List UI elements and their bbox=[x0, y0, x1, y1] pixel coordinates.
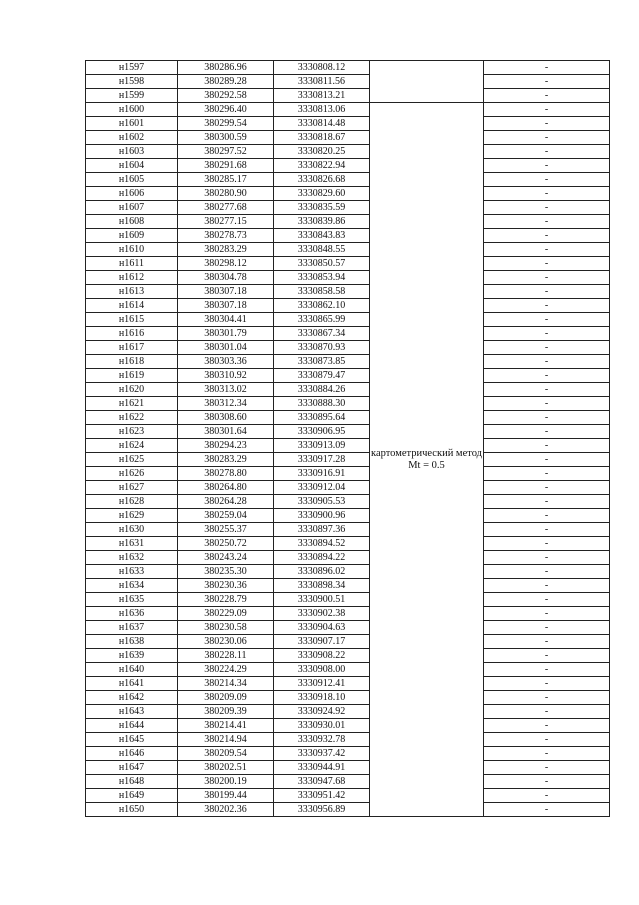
y-coordinate-cell: 3330835.59 bbox=[274, 201, 370, 215]
point-id-cell: н1618 bbox=[86, 355, 178, 369]
y-coordinate-cell: 3330944.91 bbox=[274, 761, 370, 775]
x-coordinate-cell: 380200.19 bbox=[178, 775, 274, 789]
point-id-cell: н1617 bbox=[86, 341, 178, 355]
method-cell: картометрический метод Mt = 0.5 bbox=[370, 103, 484, 817]
dash-cell: - bbox=[484, 565, 610, 579]
dash-cell: - bbox=[484, 509, 610, 523]
dash-cell: - bbox=[484, 145, 610, 159]
y-coordinate-cell: 3330850.57 bbox=[274, 257, 370, 271]
x-coordinate-cell: 380307.18 bbox=[178, 285, 274, 299]
x-coordinate-cell: 380297.52 bbox=[178, 145, 274, 159]
point-id-cell: н1604 bbox=[86, 159, 178, 173]
x-coordinate-cell: 380214.34 bbox=[178, 677, 274, 691]
point-id-cell: н1647 bbox=[86, 761, 178, 775]
dash-cell: - bbox=[484, 327, 610, 341]
x-coordinate-cell: 380230.36 bbox=[178, 579, 274, 593]
x-coordinate-cell: 380277.15 bbox=[178, 215, 274, 229]
dash-cell: - bbox=[484, 775, 610, 789]
y-coordinate-cell: 3330884.26 bbox=[274, 383, 370, 397]
point-id-cell: н1601 bbox=[86, 117, 178, 131]
y-coordinate-cell: 3330814.48 bbox=[274, 117, 370, 131]
point-id-cell: н1628 bbox=[86, 495, 178, 509]
table-row bbox=[86, 411, 610, 425]
dash-cell: - bbox=[484, 229, 610, 243]
point-id-cell: н1606 bbox=[86, 187, 178, 201]
table-row bbox=[86, 369, 610, 383]
x-coordinate-cell: 380230.06 bbox=[178, 635, 274, 649]
x-coordinate-cell: 380264.28 bbox=[178, 495, 274, 509]
x-coordinate-cell: 380301.79 bbox=[178, 327, 274, 341]
dash-cell: - bbox=[484, 481, 610, 495]
table-row bbox=[86, 733, 610, 747]
dash-cell: - bbox=[484, 691, 610, 705]
x-coordinate-cell: 380228.79 bbox=[178, 593, 274, 607]
point-id-cell: н1626 bbox=[86, 467, 178, 481]
dash-cell: - bbox=[484, 719, 610, 733]
x-coordinate-cell: 380283.29 bbox=[178, 243, 274, 257]
table-row bbox=[86, 243, 610, 257]
table-row bbox=[86, 271, 610, 285]
point-id-cell: н1638 bbox=[86, 635, 178, 649]
x-coordinate-cell: 380209.39 bbox=[178, 705, 274, 719]
dash-cell: - bbox=[484, 789, 610, 803]
dash-cell: - bbox=[484, 201, 610, 215]
table-row bbox=[86, 747, 610, 761]
point-id-cell: н1615 bbox=[86, 313, 178, 327]
table-row bbox=[86, 761, 610, 775]
y-coordinate-cell: 3330912.04 bbox=[274, 481, 370, 495]
y-coordinate-cell: 3330879.47 bbox=[274, 369, 370, 383]
table-row bbox=[86, 229, 610, 243]
x-coordinate-cell: 380303.36 bbox=[178, 355, 274, 369]
x-coordinate-cell: 380229.09 bbox=[178, 607, 274, 621]
dash-cell: - bbox=[484, 271, 610, 285]
y-coordinate-cell: 3330858.58 bbox=[274, 285, 370, 299]
y-coordinate-cell: 3330912.41 bbox=[274, 677, 370, 691]
point-id-cell: н1625 bbox=[86, 453, 178, 467]
point-id-cell: н1607 bbox=[86, 201, 178, 215]
dash-cell: - bbox=[484, 243, 610, 257]
coordinates-table-body bbox=[86, 61, 610, 817]
dash-cell: - bbox=[484, 649, 610, 663]
point-id-cell: н1650 bbox=[86, 803, 178, 817]
table-row bbox=[86, 201, 610, 215]
y-coordinate-cell: 3330888.30 bbox=[274, 397, 370, 411]
y-coordinate-cell: 3330904.63 bbox=[274, 621, 370, 635]
x-coordinate-cell: 380285.17 bbox=[178, 173, 274, 187]
dash-cell: - bbox=[484, 537, 610, 551]
table-row bbox=[86, 173, 610, 187]
x-coordinate-cell: 380307.18 bbox=[178, 299, 274, 313]
x-coordinate-cell: 380313.02 bbox=[178, 383, 274, 397]
x-coordinate-cell: 380286.96 bbox=[178, 61, 274, 75]
table-row bbox=[86, 523, 610, 537]
point-id-cell: н1646 bbox=[86, 747, 178, 761]
dash-cell: - bbox=[484, 341, 610, 355]
point-id-cell: н1598 bbox=[86, 75, 178, 89]
point-id-cell: н1623 bbox=[86, 425, 178, 439]
table-row bbox=[86, 117, 610, 131]
x-coordinate-cell: 380304.41 bbox=[178, 313, 274, 327]
x-coordinate-cell: 380228.11 bbox=[178, 649, 274, 663]
x-coordinate-cell: 380214.41 bbox=[178, 719, 274, 733]
point-id-cell: н1599 bbox=[86, 89, 178, 103]
x-coordinate-cell: 380289.28 bbox=[178, 75, 274, 89]
dash-cell: - bbox=[484, 355, 610, 369]
dash-cell: - bbox=[484, 733, 610, 747]
dash-cell: - bbox=[484, 75, 610, 89]
point-id-cell: н1642 bbox=[86, 691, 178, 705]
table-row bbox=[86, 453, 610, 467]
y-coordinate-cell: 3330873.85 bbox=[274, 355, 370, 369]
table-row bbox=[86, 299, 610, 313]
x-coordinate-cell: 380243.24 bbox=[178, 551, 274, 565]
point-id-cell: н1627 bbox=[86, 481, 178, 495]
dash-cell: - bbox=[484, 117, 610, 131]
point-id-cell: н1600 bbox=[86, 103, 178, 117]
y-coordinate-cell: 3330900.51 bbox=[274, 593, 370, 607]
table-row bbox=[86, 285, 610, 299]
x-coordinate-cell: 380280.90 bbox=[178, 187, 274, 201]
y-coordinate-cell: 3330908.00 bbox=[274, 663, 370, 677]
dash-cell: - bbox=[484, 425, 610, 439]
y-coordinate-cell: 3330924.92 bbox=[274, 705, 370, 719]
x-coordinate-cell: 380235.30 bbox=[178, 565, 274, 579]
coordinates-table bbox=[85, 60, 610, 817]
y-coordinate-cell: 3330839.86 bbox=[274, 215, 370, 229]
point-id-cell: н1605 bbox=[86, 173, 178, 187]
y-coordinate-cell: 3330867.34 bbox=[274, 327, 370, 341]
dash-cell: - bbox=[484, 803, 610, 817]
table-row bbox=[86, 803, 610, 817]
point-id-cell: н1603 bbox=[86, 145, 178, 159]
dash-cell: - bbox=[484, 187, 610, 201]
point-id-cell: н1609 bbox=[86, 229, 178, 243]
table-row bbox=[86, 257, 610, 271]
y-coordinate-cell: 3330932.78 bbox=[274, 733, 370, 747]
dash-cell: - bbox=[484, 635, 610, 649]
x-coordinate-cell: 380298.12 bbox=[178, 257, 274, 271]
table-row bbox=[86, 481, 610, 495]
y-coordinate-cell: 3330900.96 bbox=[274, 509, 370, 523]
dash-cell: - bbox=[484, 61, 610, 75]
dash-cell: - bbox=[484, 551, 610, 565]
dash-cell: - bbox=[484, 523, 610, 537]
table-row bbox=[86, 355, 610, 369]
y-coordinate-cell: 3330956.89 bbox=[274, 803, 370, 817]
point-id-cell: н1622 bbox=[86, 411, 178, 425]
point-id-cell: н1614 bbox=[86, 299, 178, 313]
table-row bbox=[86, 789, 610, 803]
point-id-cell: н1635 bbox=[86, 593, 178, 607]
y-coordinate-cell: 3330808.12 bbox=[274, 61, 370, 75]
y-coordinate-cell: 3330930.01 bbox=[274, 719, 370, 733]
table-row bbox=[86, 537, 610, 551]
point-id-cell: н1639 bbox=[86, 649, 178, 663]
y-coordinate-cell: 3330895.64 bbox=[274, 411, 370, 425]
x-coordinate-cell: 380300.59 bbox=[178, 131, 274, 145]
table-row bbox=[86, 397, 610, 411]
point-id-cell: н1636 bbox=[86, 607, 178, 621]
x-coordinate-cell: 380209.54 bbox=[178, 747, 274, 761]
method-cell-top bbox=[370, 61, 484, 103]
x-coordinate-cell: 380259.04 bbox=[178, 509, 274, 523]
dash-cell: - bbox=[484, 89, 610, 103]
table-row bbox=[86, 495, 610, 509]
dash-cell: - bbox=[484, 621, 610, 635]
point-id-cell: н1619 bbox=[86, 369, 178, 383]
y-coordinate-cell: 3330898.34 bbox=[274, 579, 370, 593]
y-coordinate-cell: 3330902.38 bbox=[274, 607, 370, 621]
table-row bbox=[86, 75, 610, 89]
table-row bbox=[86, 593, 610, 607]
dash-cell: - bbox=[484, 397, 610, 411]
x-coordinate-cell: 380214.94 bbox=[178, 733, 274, 747]
point-id-cell: н1631 bbox=[86, 537, 178, 551]
table-row bbox=[86, 103, 610, 117]
x-coordinate-cell: 380299.54 bbox=[178, 117, 274, 131]
dash-cell: - bbox=[484, 761, 610, 775]
y-coordinate-cell: 3330951.42 bbox=[274, 789, 370, 803]
x-coordinate-cell: 380292.58 bbox=[178, 89, 274, 103]
x-coordinate-cell: 380308.60 bbox=[178, 411, 274, 425]
dash-cell: - bbox=[484, 747, 610, 761]
table-row bbox=[86, 61, 610, 75]
point-id-cell: н1610 bbox=[86, 243, 178, 257]
dash-cell: - bbox=[484, 215, 610, 229]
x-coordinate-cell: 380209.09 bbox=[178, 691, 274, 705]
dash-cell: - bbox=[484, 299, 610, 313]
dash-cell: - bbox=[484, 285, 610, 299]
point-id-cell: н1637 bbox=[86, 621, 178, 635]
table-row bbox=[86, 145, 610, 159]
point-id-cell: н1641 bbox=[86, 677, 178, 691]
dash-cell: - bbox=[484, 579, 610, 593]
table-row bbox=[86, 439, 610, 453]
x-coordinate-cell: 380304.78 bbox=[178, 271, 274, 285]
dash-cell: - bbox=[484, 453, 610, 467]
x-coordinate-cell: 380202.51 bbox=[178, 761, 274, 775]
point-id-cell: н1624 bbox=[86, 439, 178, 453]
y-coordinate-cell: 3330894.52 bbox=[274, 537, 370, 551]
dash-cell: - bbox=[484, 663, 610, 677]
table-row bbox=[86, 467, 610, 481]
x-coordinate-cell: 380202.36 bbox=[178, 803, 274, 817]
table-row bbox=[86, 341, 610, 355]
point-id-cell: н1640 bbox=[86, 663, 178, 677]
y-coordinate-cell: 3330822.94 bbox=[274, 159, 370, 173]
point-id-cell: н1597 bbox=[86, 61, 178, 75]
x-coordinate-cell: 380277.68 bbox=[178, 201, 274, 215]
x-coordinate-cell: 380199.44 bbox=[178, 789, 274, 803]
dash-cell: - bbox=[484, 383, 610, 397]
point-id-cell: н1633 bbox=[86, 565, 178, 579]
y-coordinate-cell: 3330826.68 bbox=[274, 173, 370, 187]
point-id-cell: н1612 bbox=[86, 271, 178, 285]
dash-cell: - bbox=[484, 411, 610, 425]
y-coordinate-cell: 3330906.95 bbox=[274, 425, 370, 439]
y-coordinate-cell: 3330897.36 bbox=[274, 523, 370, 537]
point-id-cell: н1608 bbox=[86, 215, 178, 229]
dash-cell: - bbox=[484, 313, 610, 327]
dash-cell: - bbox=[484, 677, 610, 691]
x-coordinate-cell: 380301.64 bbox=[178, 425, 274, 439]
table-row bbox=[86, 719, 610, 733]
table-row bbox=[86, 159, 610, 173]
x-coordinate-cell: 380301.04 bbox=[178, 341, 274, 355]
x-coordinate-cell: 380283.29 bbox=[178, 453, 274, 467]
y-coordinate-cell: 3330811.56 bbox=[274, 75, 370, 89]
x-coordinate-cell: 380230.58 bbox=[178, 621, 274, 635]
dash-cell: - bbox=[484, 131, 610, 145]
y-coordinate-cell: 3330818.67 bbox=[274, 131, 370, 145]
point-id-cell: н1648 bbox=[86, 775, 178, 789]
y-coordinate-cell: 3330947.68 bbox=[274, 775, 370, 789]
point-id-cell: н1616 bbox=[86, 327, 178, 341]
x-coordinate-cell: 380296.40 bbox=[178, 103, 274, 117]
table-row bbox=[86, 383, 610, 397]
point-id-cell: н1611 bbox=[86, 257, 178, 271]
y-coordinate-cell: 3330896.02 bbox=[274, 565, 370, 579]
point-id-cell: н1630 bbox=[86, 523, 178, 537]
table-row bbox=[86, 327, 610, 341]
point-id-cell: н1632 bbox=[86, 551, 178, 565]
point-id-cell: н1620 bbox=[86, 383, 178, 397]
dash-cell: - bbox=[484, 173, 610, 187]
point-id-cell: н1634 bbox=[86, 579, 178, 593]
point-id-cell: н1629 bbox=[86, 509, 178, 523]
table-row bbox=[86, 705, 610, 719]
dash-cell: - bbox=[484, 103, 610, 117]
table-row bbox=[86, 565, 610, 579]
table-row bbox=[86, 677, 610, 691]
y-coordinate-cell: 3330917.28 bbox=[274, 453, 370, 467]
dash-cell: - bbox=[484, 159, 610, 173]
point-id-cell: н1613 bbox=[86, 285, 178, 299]
y-coordinate-cell: 3330905.53 bbox=[274, 495, 370, 509]
dash-cell: - bbox=[484, 705, 610, 719]
table-row bbox=[86, 649, 610, 663]
table-row bbox=[86, 425, 610, 439]
point-id-cell: н1602 bbox=[86, 131, 178, 145]
point-id-cell: н1643 bbox=[86, 705, 178, 719]
table-row bbox=[86, 691, 610, 705]
y-coordinate-cell: 3330813.06 bbox=[274, 103, 370, 117]
x-coordinate-cell: 380264.80 bbox=[178, 481, 274, 495]
x-coordinate-cell: 380312.34 bbox=[178, 397, 274, 411]
x-coordinate-cell: 380224.29 bbox=[178, 663, 274, 677]
point-id-cell: н1621 bbox=[86, 397, 178, 411]
table-row bbox=[86, 509, 610, 523]
y-coordinate-cell: 3330937.42 bbox=[274, 747, 370, 761]
table-row bbox=[86, 551, 610, 565]
x-coordinate-cell: 380310.92 bbox=[178, 369, 274, 383]
dash-cell: - bbox=[484, 369, 610, 383]
x-coordinate-cell: 380250.72 bbox=[178, 537, 274, 551]
point-id-cell: н1649 bbox=[86, 789, 178, 803]
dash-cell: - bbox=[484, 607, 610, 621]
point-id-cell: н1645 bbox=[86, 733, 178, 747]
y-coordinate-cell: 3330908.22 bbox=[274, 649, 370, 663]
y-coordinate-cell: 3330918.10 bbox=[274, 691, 370, 705]
y-coordinate-cell: 3330916.91 bbox=[274, 467, 370, 481]
dash-cell: - bbox=[484, 593, 610, 607]
table-row bbox=[86, 313, 610, 327]
table-row bbox=[86, 775, 610, 789]
y-coordinate-cell: 3330907.17 bbox=[274, 635, 370, 649]
dash-cell: - bbox=[484, 467, 610, 481]
y-coordinate-cell: 3330870.93 bbox=[274, 341, 370, 355]
y-coordinate-cell: 3330843.83 bbox=[274, 229, 370, 243]
point-id-cell: н1644 bbox=[86, 719, 178, 733]
y-coordinate-cell: 3330862.10 bbox=[274, 299, 370, 313]
y-coordinate-cell: 3330865.99 bbox=[274, 313, 370, 327]
x-coordinate-cell: 380294.23 bbox=[178, 439, 274, 453]
y-coordinate-cell: 3330848.55 bbox=[274, 243, 370, 257]
x-coordinate-cell: 380255.37 bbox=[178, 523, 274, 537]
x-coordinate-cell: 380278.73 bbox=[178, 229, 274, 243]
table-row bbox=[86, 607, 610, 621]
dash-cell: - bbox=[484, 439, 610, 453]
table-row bbox=[86, 215, 610, 229]
y-coordinate-cell: 3330853.94 bbox=[274, 271, 370, 285]
table-row bbox=[86, 579, 610, 593]
x-coordinate-cell: 380291.68 bbox=[178, 159, 274, 173]
table-row bbox=[86, 635, 610, 649]
y-coordinate-cell: 3330813.21 bbox=[274, 89, 370, 103]
y-coordinate-cell: 3330820.25 bbox=[274, 145, 370, 159]
table-row bbox=[86, 89, 610, 103]
x-coordinate-cell: 380278.80 bbox=[178, 467, 274, 481]
table-row bbox=[86, 131, 610, 145]
dash-cell: - bbox=[484, 495, 610, 509]
y-coordinate-cell: 3330913.09 bbox=[274, 439, 370, 453]
y-coordinate-cell: 3330894.22 bbox=[274, 551, 370, 565]
y-coordinate-cell: 3330829.60 bbox=[274, 187, 370, 201]
dash-cell: - bbox=[484, 257, 610, 271]
table-row bbox=[86, 663, 610, 677]
table-row bbox=[86, 187, 610, 201]
table-row bbox=[86, 621, 610, 635]
